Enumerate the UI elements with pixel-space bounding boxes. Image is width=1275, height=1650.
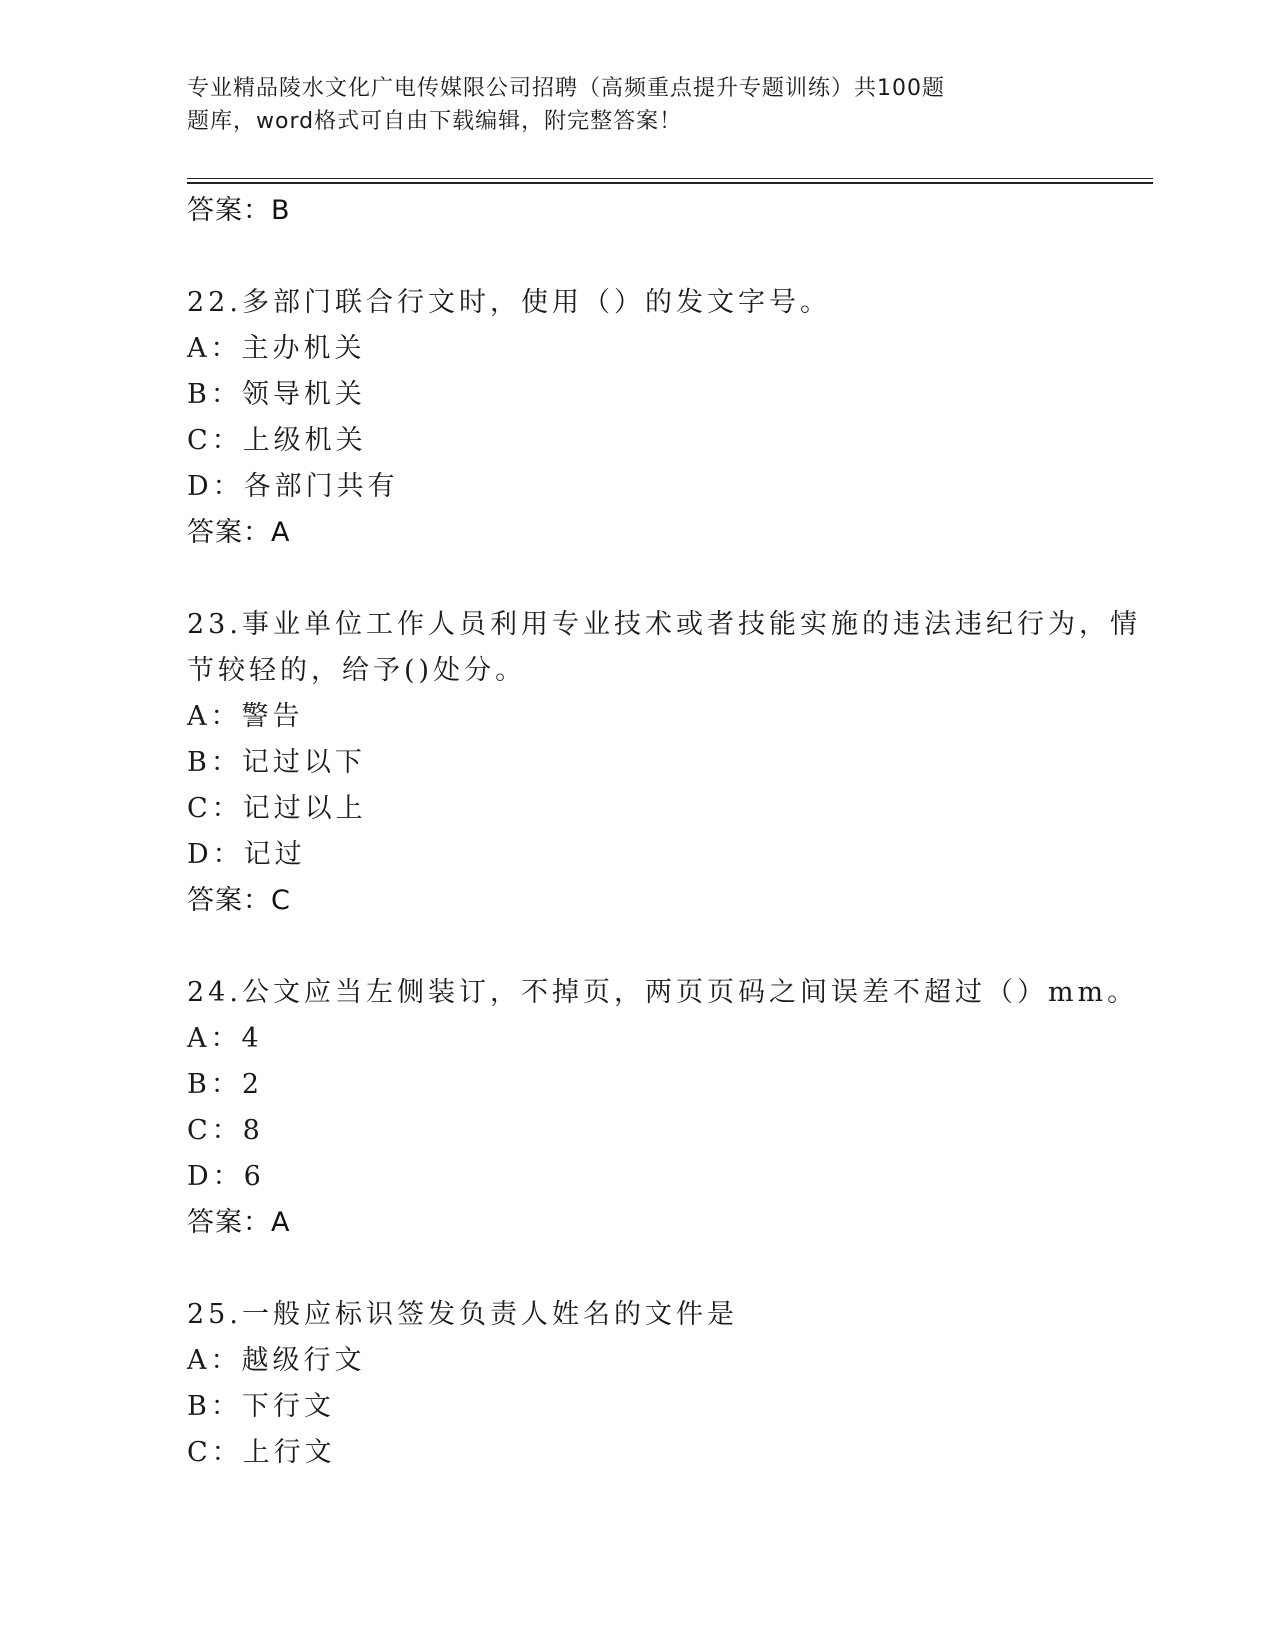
question-stem: 23.事业单位工作人员利用专业技术或者技能实施的违法违纪行为，情 bbox=[187, 609, 1141, 640]
option-a: A：4 bbox=[187, 1023, 263, 1054]
option-a: A：越级行文 bbox=[187, 1345, 366, 1376]
option-c: C：上级机关 bbox=[187, 425, 367, 456]
option-b: B：下行文 bbox=[187, 1391, 335, 1422]
spacer bbox=[187, 556, 1087, 602]
question-stem: 24.公文应当左侧装订，不掉页，两页页码之间误差不超过（）mm。 bbox=[187, 977, 1139, 1008]
option-b: B：记过以下 bbox=[187, 747, 366, 778]
question-block bbox=[187, 1292, 1087, 1476]
question-block bbox=[187, 280, 1087, 556]
spacer bbox=[187, 924, 1087, 970]
question-block bbox=[187, 602, 1141, 924]
option-a: A：警告 bbox=[187, 701, 304, 732]
header-line-1: 专业精品陵水文化广电传媒限公司招聘（高频重点提升专题训练）共100题 bbox=[187, 76, 945, 101]
answer-line: 答案：A bbox=[187, 517, 291, 548]
answer-line: 答案：B bbox=[187, 195, 291, 226]
option-d: D：记过 bbox=[187, 839, 306, 870]
spacer bbox=[187, 1246, 1087, 1292]
answer-line: 答案：C bbox=[187, 885, 291, 916]
header-divider-thick bbox=[187, 182, 1153, 184]
question-stem: 25.一般应标识签发负责人姓名的文件是 bbox=[187, 1299, 738, 1330]
option-b: B：2 bbox=[187, 1069, 264, 1100]
question-list bbox=[187, 188, 1141, 1476]
option-d: D：6 bbox=[187, 1161, 265, 1192]
header-line-2: 题库，word格式可自由下载编辑，附完整答案！ bbox=[187, 109, 683, 134]
answer-line: 答案：A bbox=[187, 1207, 291, 1238]
spacer bbox=[187, 234, 1087, 280]
question-stem: 22.多部门联合行文时，使用（）的发文字号。 bbox=[187, 287, 831, 318]
question-stem-continued: 节较轻的，给予()处分。 bbox=[187, 655, 527, 686]
option-c: C：上行文 bbox=[187, 1437, 336, 1468]
option-c: C：8 bbox=[187, 1115, 264, 1146]
option-a: A：主办机关 bbox=[187, 333, 366, 364]
option-b: B：领导机关 bbox=[187, 379, 366, 410]
option-c: C：记过以上 bbox=[187, 793, 367, 824]
option-d: D：各部门共有 bbox=[187, 471, 399, 502]
header-divider-thin bbox=[187, 178, 1153, 179]
question-block bbox=[187, 970, 1139, 1246]
document-header bbox=[187, 72, 1007, 138]
